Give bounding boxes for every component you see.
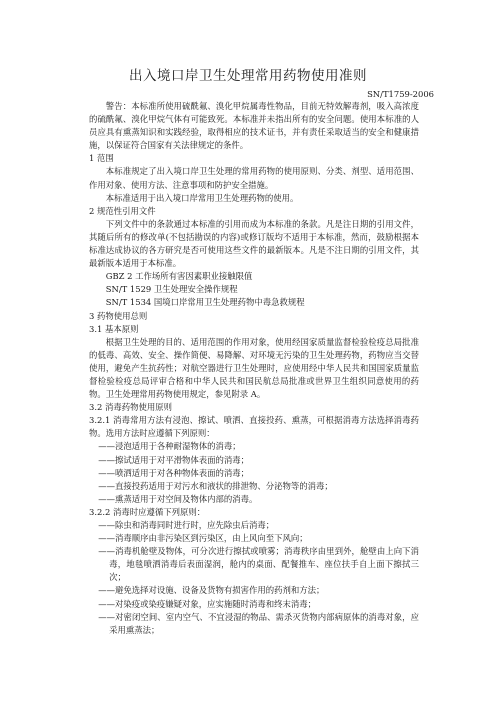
warning-paragraph: 警告：本标准所使用硫酰氟、溴化甲烷属毒性物品，目前无特效解毒剂，吸入高浓度的硫酰氟、溴化甲烷气体有可能致死。本标准并未指出所有的安全问题。使用本标准的人员应具有熏蒸知识和实践经验，取得相应的技术证书，并有责任采取适当的安全和健康措施，以保证符合国家有关法律规定的条件。	[89, 101, 419, 151]
reference-gbz2: GBZ 2 工作场所有害因素职业接触限值	[105, 271, 253, 282]
document-title: 出入境口岸卫生处理常用药物使用准则	[129, 68, 367, 84]
section-3-2-2-paragraph: 3.2.2 消毒时应遵循下列原则：	[89, 506, 206, 517]
section-2-heading: 2 规范性引用文件	[89, 205, 156, 216]
list-item: ——浸泡适用于各种耐湿物体的消毒；	[98, 441, 241, 452]
list-item: ——擦试适用于对平滑物体表面的消毒；	[98, 454, 249, 465]
section-3-2-heading: 3.2 消毒药物使用原则	[89, 402, 172, 413]
section-2-paragraph: 下列文件中的条款通过本标准的引用而成为本标准的条款。凡是注日期的引用文件，其随后所有的修改单(不包括勘误的内容)或修订版均不适用于本标准，然而，鼓励根据本标准达成协议的各方研究是否可使用这些文件的最新版本。凡是不注日期的引用文件，其最新版本适用于本标准。	[89, 218, 419, 269]
list-item: ——直接投药适用于对污水和液状的排泄物、分泌物等的消毒；	[98, 480, 333, 491]
list-item: ——消毒机舱壁及物体，可分次进行擦拭或喷雾；消毒秩序由里到外，舱壁由上向下消毒，地毯喷洒消毒后表面湿润，舱内的桌面、配餐推车、座位扶手自上面下擦拭三次；	[98, 546, 419, 583]
section-1-heading: 1 范围	[89, 153, 114, 164]
section-1-paragraph-2: 本标准适用于出入境口岸常用卫生处理药物的使用。	[105, 192, 299, 203]
list-item: ——消毒顺序由非污染区到污染区，由上风向至下风向；	[98, 533, 308, 544]
section-3-heading: 3 药物使用总则	[89, 310, 148, 321]
list-item: ——避免选择对设施、设备及货物有损害作用的药剂和方法；	[98, 585, 325, 596]
document-body	[89, 100, 419, 637]
section-3-1-heading: 3.1 基本原则	[89, 323, 139, 334]
list-item: ——喷洒适用于对各种物体表面的消毒；	[98, 467, 249, 478]
reference-snt1534: SN/T 1534 国境口岸常用卫生处理药物中毒急救规程	[105, 297, 305, 308]
section-3-1-paragraph: 根据卫生处理的目的、适用范围的作用对象，使用经国家质量监督检验检疫总局批准的低毒、高效、安全、操作简便、易降解、对环境无污染的卫生处理药物，药物应当交替使用，避免产生抗药性；对航空器进行卫生处理时，应使用经中华人民共和国国家质量监督检验检疫总局评审合格和中华人民共和国民航总局批准或世界卫生组织同意使用的药物。卫生处理常用药物使用规定，参见附录 A。	[89, 336, 419, 400]
section-3-2-1-paragraph: 3.2.1 消毒常用方法有浸泡、擦试、喷洒、直接投药、熏蒸，可根据消毒方法选择消毒药物。选用方法时应遵循下列原则：	[89, 415, 419, 439]
reference-snt1529: SN/T 1529 卫生处理安全操作规程	[105, 284, 238, 295]
section-1-paragraph-1: 本标准规定了出入境口岸卫生处理的常用药物的使用原则、分类、剂型、适用范围、作用对象、使用方法、注意事项和防护安全措施。	[89, 166, 419, 190]
list-item: ——对染疫或染疫嫌疑对象，应实施随时消毒和终末消毒；	[98, 598, 316, 609]
list-item: ——熏蒸适用于对空间及物体内部的消毒。	[98, 493, 258, 504]
list-item: ——对密闭空间、室内空气、不宜浸湿的物品、需杀灭货物内部病原体的消毒对象，应采用熏蒸法；	[98, 611, 419, 635]
list-item: ——除虫和消毒同时进行时，应先除虫后消毒；	[98, 520, 275, 530]
standard-number: SN/T1759-2006	[367, 89, 434, 99]
